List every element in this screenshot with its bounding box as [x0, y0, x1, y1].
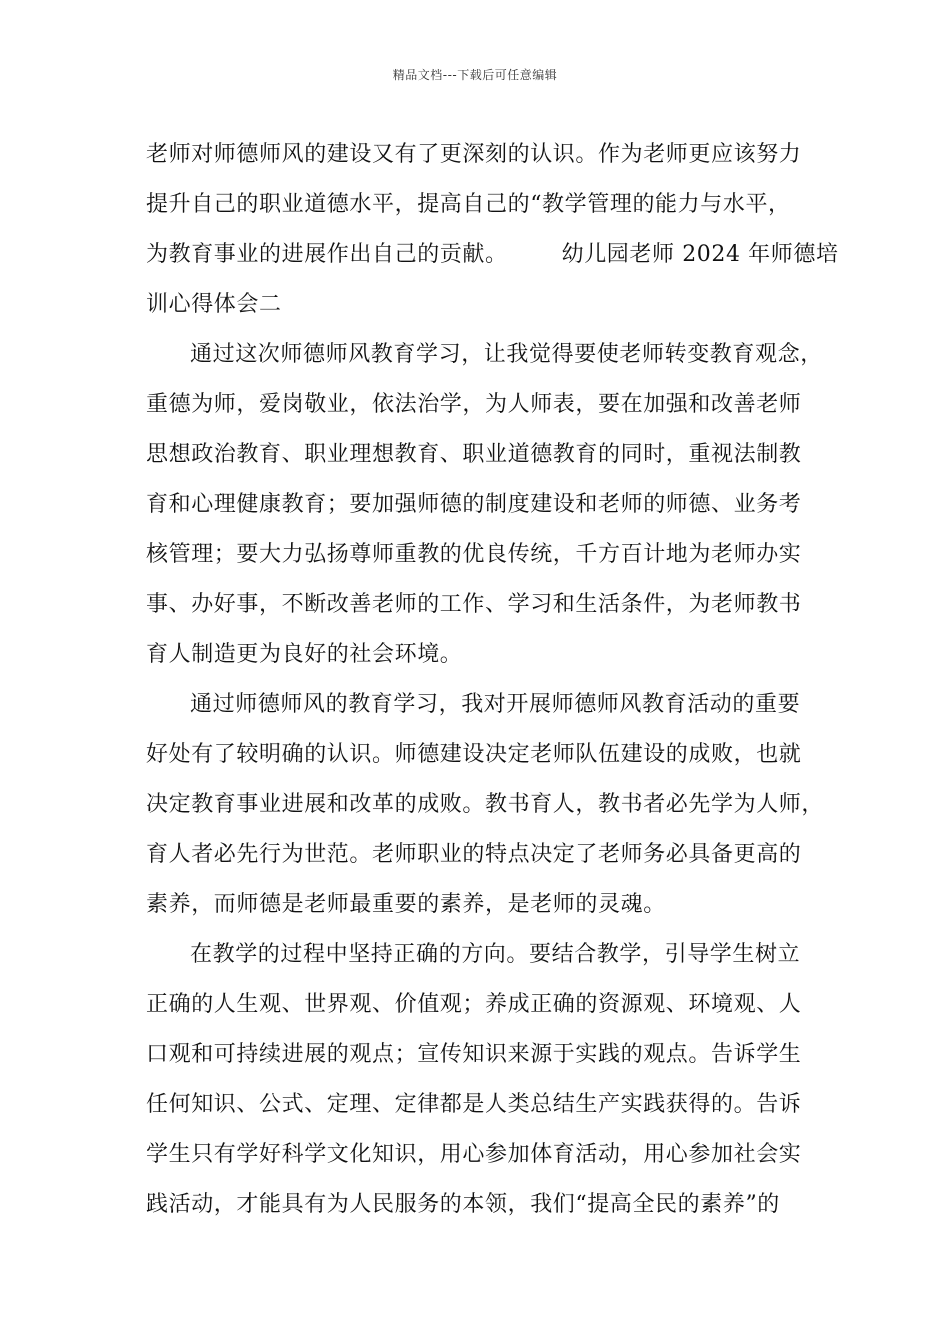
text-line: 思想政治教育、职业理想教育、职业道德教育的同时，重视法制教 — [146, 442, 802, 467]
text-line: 事、办好事，不断改善老师的工作、学习和生活条件，为老师教书 — [146, 592, 802, 617]
text-line: 正确的人生观、世界观、价值观；养成正确的资源观、环境观、人 — [146, 992, 802, 1017]
text-line: 提升自己的职业道德水平，提高自己的“教学管理的能力与水平， — [146, 192, 791, 217]
text-line: 核管理；要大力弘扬尊师重教的优良传统，千方百计地为老师办实 — [146, 542, 802, 567]
text-line: 决定教育事业进展和改革的成败。教书育人，教书者必先学为人师， — [146, 792, 825, 817]
text-line: 践活动，才能具有为人民服务的本领，我们“提高全民的素养”的 — [146, 1192, 780, 1217]
text-line: 重德为师，爱岗敬业，依法治学，为人师表，要在加强和改善老师 — [146, 392, 802, 417]
text-line: 育人者必先行为世范。老师职业的特点决定了老师务必具备更高的 — [146, 842, 802, 867]
document-body — [146, 130, 839, 1230]
text-line: 任何知识、公式、定理、定律都是人类总结生产实践获得的。告诉 — [146, 1092, 802, 1117]
text-line: 口观和可持续进展的观点；宣传知识来源于实践的观点。告诉学生 — [146, 1042, 802, 1067]
text-line — [146, 230, 839, 280]
text-line: 素养，而师德是老师最重要的素养，是老师的灵魂。 — [146, 892, 666, 917]
page-header: 精品文档---下载后可任意编辑 — [392, 68, 558, 82]
text-line: 好处有了较明确的认识。师德建设决定老师队伍建设的成败，也就 — [146, 742, 802, 767]
paragraph-first-line: 通过这次师德师风教育学习，让我觉得要使老师转变教育观念， — [190, 342, 823, 367]
paragraph-first-line: 通过师德师风的教育学习，我对开展师德师风教育活动的重要 — [190, 692, 801, 717]
paragraph-end-text: 为教育事业的进展作出自己的贡献。 — [146, 242, 508, 267]
section-title-continued: 训心得体会二 — [146, 292, 282, 317]
text-line: 育人制造更为良好的社会环境。 — [146, 642, 463, 667]
text-line: 老师对师德师风的建设又有了更深刻的认识。作为老师更应该努力 — [146, 142, 802, 167]
section-title-part: 幼儿园老师 2024 年师德培 — [561, 242, 839, 267]
text-line: 学生只有学好科学文化知识，用心参加体育活动，用心参加社会实 — [146, 1142, 802, 1167]
text-line: 育和心理健康教育；要加强师德的制度建设和老师的师德、业务考 — [146, 492, 802, 517]
paragraph-first-line: 在教学的过程中坚持正确的方向。要结合教学，引导学生树立 — [190, 942, 801, 967]
